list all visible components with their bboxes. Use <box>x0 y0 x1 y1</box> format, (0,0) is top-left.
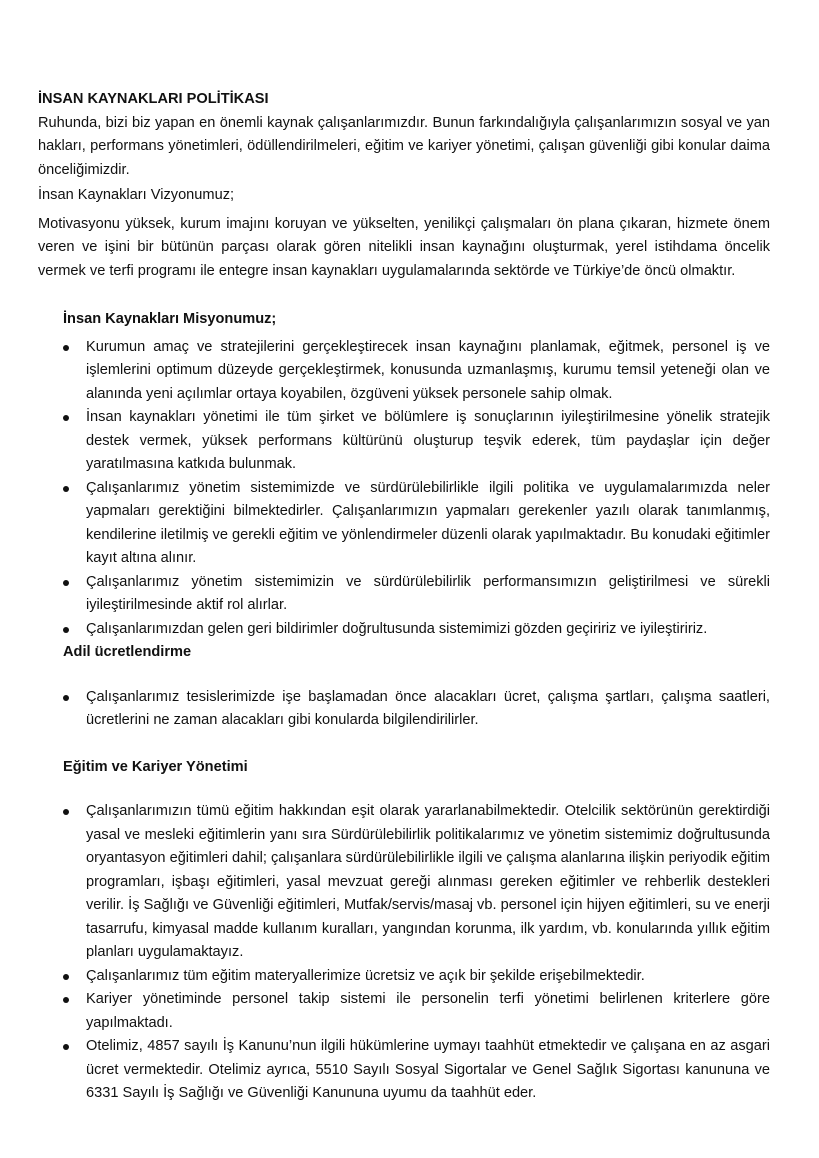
list-item-text: Çalışanlarımızdan gelen geri bildirimler doğrultusunda sistemimizi gözden geçiririz ve iyileştiririz. <box>86 620 708 637</box>
mission-list <box>38 336 770 642</box>
list-item-text: İnsan kaynakları yönetimi ile tüm şirket ve bölümlere iş sonuçlarının iyileştirilmesine yönelik stratejik destek vermek, yüksek performans kültürünü oluşturup teşvik ederek, tüm paydaşlar için değer yaratılmasına katkıda bulunmak. <box>86 409 770 472</box>
bullet-icon <box>63 974 69 980</box>
bullet-icon <box>63 486 69 492</box>
list-item <box>63 988 770 1035</box>
bullet-icon <box>63 997 69 1003</box>
list-item-text: Çalışanlarımız yönetim sistemimizin ve sürdürülebilirlik performansımızın geliştirilmesi ve sürekli iyileştirilmesinde aktif rol alırlar. <box>86 573 770 613</box>
vision-title: İnsan Kaynakları Vizyonumuz; <box>38 187 235 203</box>
list-item <box>63 477 770 571</box>
list-item-text: Kurumun amaç ve stratejilerini gerçekleştirecek insan kaynağını planlamak, eğitmek, personel iş ve işlemlerini optimum düzeyde gerçekleştirmek, konusunda uzmanlaşmış, kurumu temsil yeteneği olan ve alanında yeni açılımlar ortaya koyabilen, özgüveni yüksek personele sahip olmak. <box>86 338 770 402</box>
list-item-text: Çalışanlarımız tesislerimizde işe başlamadan önce alacakları ücret, çalışma şartları, çalışma saatleri, ücretlerini ne zaman alacakları gibi konularda bilgilendirilirler. <box>86 688 770 728</box>
list-item <box>63 618 770 642</box>
list-item <box>63 406 770 477</box>
list-item <box>63 571 770 618</box>
policy-intro: Ruhunda, bizi biz yapan en önemli kaynak çalışanlarımızdır. Bunun farkındalığıyla çalışanlarımızın sosyal ve yan hakları, performans yönetimleri, ödüllendirilmeleri, eğitim ve kariyer yönetimi, çalışan güvenliği gibi konular daima önceliğimizdir. <box>38 114 770 178</box>
list-item <box>63 686 770 733</box>
list-item <box>63 800 770 965</box>
list-item-text: Çalışanlarımızın tümü eğitim hakkından eşit olarak yararlanabilmektedir. Otelcilik sektörünün gerektirdiği yasal ve mesleki eğitimlerin yanı sıra Sürdürülebilirlik politikalarımız ve yönetim sistemimiz doğrultusunda oryantasyon eğitimleri dahil; çalışanlara sürdürülebilirlikle ilgili ve çalışma alanlarına ilişkin periyodik eğitim programları, işbaşı eğitimleri, yasal mevzuat gereği alınması gereken eğitimler ve rehberlik destekleri verilir. İş Sağlığı ve Güvenliği eğitimleri, Mutfak/servis/masaj vb. personel için hijyen eğitimleri, su ve enerji tasarrufu, kimyasal madde kullanım kuralları, yangından korunma, ilk yardım, vb. konularında yıllık eğitim planları uygulamaktayız. <box>86 803 770 960</box>
bullet-icon <box>63 695 69 701</box>
list-item-text: Çalışanlarımız tüm eğitim materyallerimize ücretsiz ve açık bir şekilde erişebilmektedir. <box>86 967 645 984</box>
policy-title: İNSAN KAYNAKLARI POLİTİKASI <box>38 91 269 107</box>
list-item-text: Çalışanlarımız yönetim sistemimizde ve sürdürülebilirlikle ilgili politika ve uygulamalarımızda neler yapmaları gerektiğini bilmektedirler. Çalışanlarımızın yapmaları gerekenler yazılı olarak tanımlanmış, kendilerine iletilmiş ve gerekli eğitim ve yönlendirmeler düzenli olarak yapılmaktadır. Bu konudaki eğitimler kayıt altına alınır. <box>86 479 770 566</box>
bullet-icon <box>63 345 69 351</box>
fair-pay-list <box>38 686 770 733</box>
list-item-text: Kariyer yönetiminde personel takip sistemi ile personelin terfi yönetimi belirlenen kriterlere göre yapılmaktadı. <box>86 991 770 1031</box>
vision-text: Motivasyonu yüksek, kurum imajını koruyan ve yükselten, yenilikçi çalışmaları ön plana çıkaran, hizmete önem veren ve işini bir bütünün parçası olarak gören nitelikli insan kaynağını oluşturmak, yerel istihdama öncelik vermek ve terfi programı ile entegre insan kaynakları uygulamalarında sektörde ve Türkiye’de öncü olmaktır. <box>38 215 770 279</box>
bullet-icon <box>63 415 69 421</box>
bullet-icon <box>63 809 69 815</box>
mission-title: İnsan Kaynakları Misyonumuz; <box>63 311 277 327</box>
list-item-text: Otelimiz, 4857 sayılı İş Kanunu’nun ilgili hükümlerine uymayı taahhüt etmektedir ve çalışana en az asgari ücret vermektedir. Otelimiz ayrıca, 5510 Sayılı Sosyal Sigortalar ve Genel Sağlık Sigortası kanununa ve 6331 Sayılı İş Sağlığı ve Güvenliği Kanununa uyumu da taahhüt eder. <box>86 1038 770 1101</box>
list-item <box>63 965 770 989</box>
bullet-icon <box>63 627 69 633</box>
list-item <box>63 1035 770 1106</box>
list-item <box>63 336 770 407</box>
bullet-icon <box>63 1044 69 1050</box>
education-title: Eğitim ve Kariyer Yönetimi <box>63 758 248 775</box>
fair-pay-title: Adil ücretlendirme <box>63 644 192 660</box>
bullet-icon <box>63 580 69 586</box>
education-list <box>38 800 770 1106</box>
